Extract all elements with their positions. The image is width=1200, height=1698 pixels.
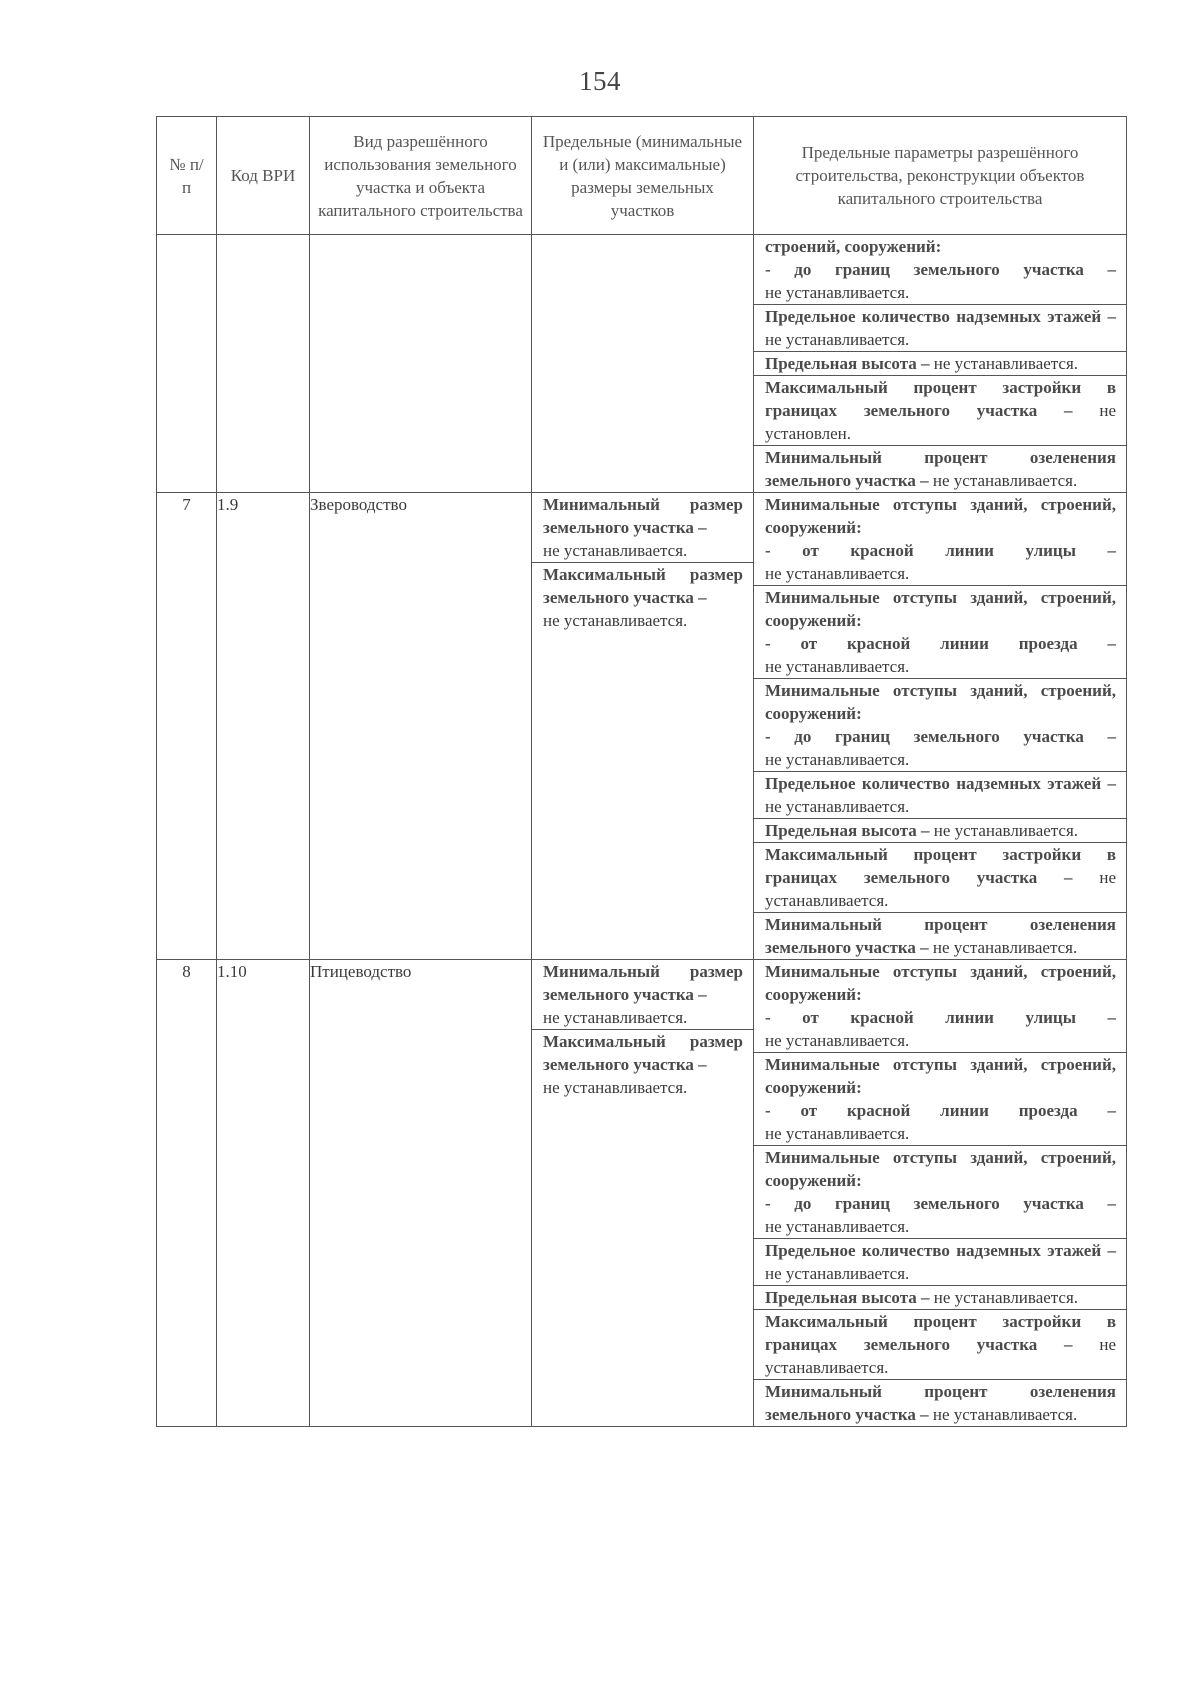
row-params-cell: [754, 493, 1127, 960]
row-use-name: [310, 235, 532, 493]
param-entry-value: не устанавливается.: [765, 1124, 910, 1143]
param-entry: [754, 304, 1126, 351]
param-entry-value: не устанавливается.: [765, 750, 910, 769]
param-entry: [754, 1379, 1126, 1426]
table-row: [157, 235, 1127, 493]
row-use-name: Птицеводство: [310, 960, 532, 1427]
param-entry: [754, 842, 1126, 912]
param-entry: [754, 493, 1126, 585]
table-row: [157, 960, 1127, 1427]
param-entry: [754, 1145, 1126, 1238]
param-entry-value: не устанавливается.: [765, 1217, 910, 1236]
param-entry-value: не устанавливается.: [933, 1288, 1079, 1307]
size-entry: [532, 960, 753, 1029]
param-entry-title: Предельное количество надземных этажей –: [765, 307, 1116, 326]
param-entry-value: не устанавливается.: [933, 821, 1079, 840]
size-entry: [532, 1029, 753, 1099]
size-entry-title: Минимальный размер земельного участка –: [543, 495, 743, 537]
size-entry-value: не устанавливается.: [543, 611, 688, 630]
param-entry-title: Предельное количество надземных этажей –: [765, 774, 1116, 793]
param-entry-title: Минимальные отступы зданий, строений, сооружений:: [765, 588, 1116, 630]
param-entry: [754, 351, 1126, 375]
param-entry-title: Максимальный процент застройки в границах земельного участка –: [765, 378, 1116, 420]
header-size: Предельные (минимальные и (или) максимальные) размеры земельных участков: [532, 117, 754, 235]
param-entry-value: не устанавливается.: [765, 1264, 910, 1283]
param-entry-title: Предельная высота –: [765, 1288, 930, 1307]
param-entry-value: не устанавливается.: [765, 283, 910, 302]
param-entry-value: не устанавливается.: [765, 1335, 1117, 1377]
param-entry-title: Минимальный процент озеленения земельного участка –: [765, 1382, 1116, 1424]
param-entry-value: не устанавливается.: [765, 330, 910, 349]
size-entry: [532, 493, 753, 562]
size-entry-title: Максимальный размер земельного участка –: [543, 1032, 743, 1074]
param-entry-subtitle: - до границ земельного участка –: [765, 1194, 1116, 1213]
regulations-table: [156, 116, 1127, 1427]
param-entry-subtitle: - от красной линии улицы –: [765, 1008, 1116, 1027]
param-entry-subtitle: - от красной линии улицы –: [765, 541, 1116, 560]
param-entry-value: не устанавливается.: [765, 657, 910, 676]
param-entry: [754, 960, 1126, 1052]
row-sizes-cell: [532, 235, 754, 493]
param-entry: [754, 678, 1126, 771]
param-entry: [754, 1052, 1126, 1145]
param-entry: [754, 1285, 1126, 1309]
size-entry: [532, 562, 753, 632]
header-number: № п/п: [157, 117, 217, 235]
param-entry: [754, 375, 1126, 445]
param-entry-subtitle: - до границ земельного участка –: [765, 727, 1116, 746]
param-entry: [754, 912, 1126, 959]
param-entry-title: Предельное количество надземных этажей –: [765, 1241, 1116, 1260]
param-entry-title: Минимальные отступы зданий, строений, сооружений:: [765, 962, 1116, 1004]
param-entry-title: Минимальные отступы зданий, строений, сооружений:: [765, 1148, 1116, 1190]
param-entry: [754, 771, 1126, 818]
param-entry-value: не устанавливается.: [932, 1405, 1078, 1424]
param-entry: [754, 445, 1126, 492]
param-entry-value: не устанавливается.: [765, 564, 910, 583]
param-entry-title: Максимальный процент застройки в границах земельного участка –: [765, 1312, 1116, 1354]
row-code: 1.10: [217, 960, 310, 1427]
param-entry-value: не устанавливается.: [932, 938, 1078, 957]
param-entry-value: не устанавливается.: [932, 471, 1078, 490]
param-entry: [754, 585, 1126, 678]
row-sizes-cell: [532, 493, 754, 960]
param-entry-title: Минимальные отступы зданий, строений, сооружений:: [765, 1055, 1116, 1097]
size-entry-title: Максимальный размер земельного участка –: [543, 565, 743, 607]
row-code: 1.9: [217, 493, 310, 960]
param-entry-title: Минимальный процент озеленения земельного участка –: [765, 915, 1116, 957]
param-entry: [754, 1309, 1126, 1379]
table-row: [157, 493, 1127, 960]
param-entry-title: Предельная высота –: [765, 354, 930, 373]
header-code: Код ВРИ: [217, 117, 310, 235]
param-entry-value: не устанавливается.: [933, 354, 1079, 373]
param-entry-subtitle: - от красной линии проезда –: [765, 634, 1116, 653]
param-entry-value: не устанавливается.: [765, 868, 1117, 910]
param-entry: [754, 235, 1126, 304]
row-number: 7: [157, 493, 217, 960]
header-use: Вид разрешённого использования земельного участка и объекта капитального строительства: [310, 117, 532, 235]
param-entry: [754, 818, 1126, 842]
param-entry-value: не установлен.: [765, 401, 1117, 443]
row-params-cell: [754, 960, 1127, 1427]
row-use-name: Звероводство: [310, 493, 532, 960]
page-number: 154: [579, 66, 621, 96]
param-entry-subtitle: - от красной линии проезда –: [765, 1101, 1116, 1120]
param-entry-title: Максимальный процент застройки в границах земельного участка –: [765, 845, 1116, 887]
size-entry-value: не устанавливается.: [543, 541, 688, 560]
row-code: [217, 235, 310, 493]
param-entry-title: строений, сооружений:: [765, 237, 942, 256]
size-entry-title: Минимальный размер земельного участка –: [543, 962, 743, 1004]
size-entry-value: не устанавливается.: [543, 1008, 688, 1027]
header-row: [157, 117, 1127, 235]
row-params-cell: [754, 235, 1127, 493]
row-sizes-cell: [532, 960, 754, 1427]
header-params: Предельные параметры разрешённого строительства, реконструкции объектов капитального строительства: [754, 117, 1127, 235]
row-number: [157, 235, 217, 493]
param-entry-title: Предельная высота –: [765, 821, 930, 840]
param-entry-title: Минимальный процент озеленения земельного участка –: [765, 448, 1116, 490]
param-entry-title: Минимальные отступы зданий, строений, сооружений:: [765, 681, 1116, 723]
param-entry-subtitle: - до границ земельного участка –: [765, 260, 1116, 279]
param-entry: [754, 1238, 1126, 1285]
row-number: 8: [157, 960, 217, 1427]
param-entry-value: не устанавливается.: [765, 797, 910, 816]
size-entry-value: не устанавливается.: [543, 1078, 688, 1097]
param-entry-value: не устанавливается.: [765, 1031, 910, 1050]
param-entry-title: Минимальные отступы зданий, строений, сооружений:: [765, 495, 1116, 537]
